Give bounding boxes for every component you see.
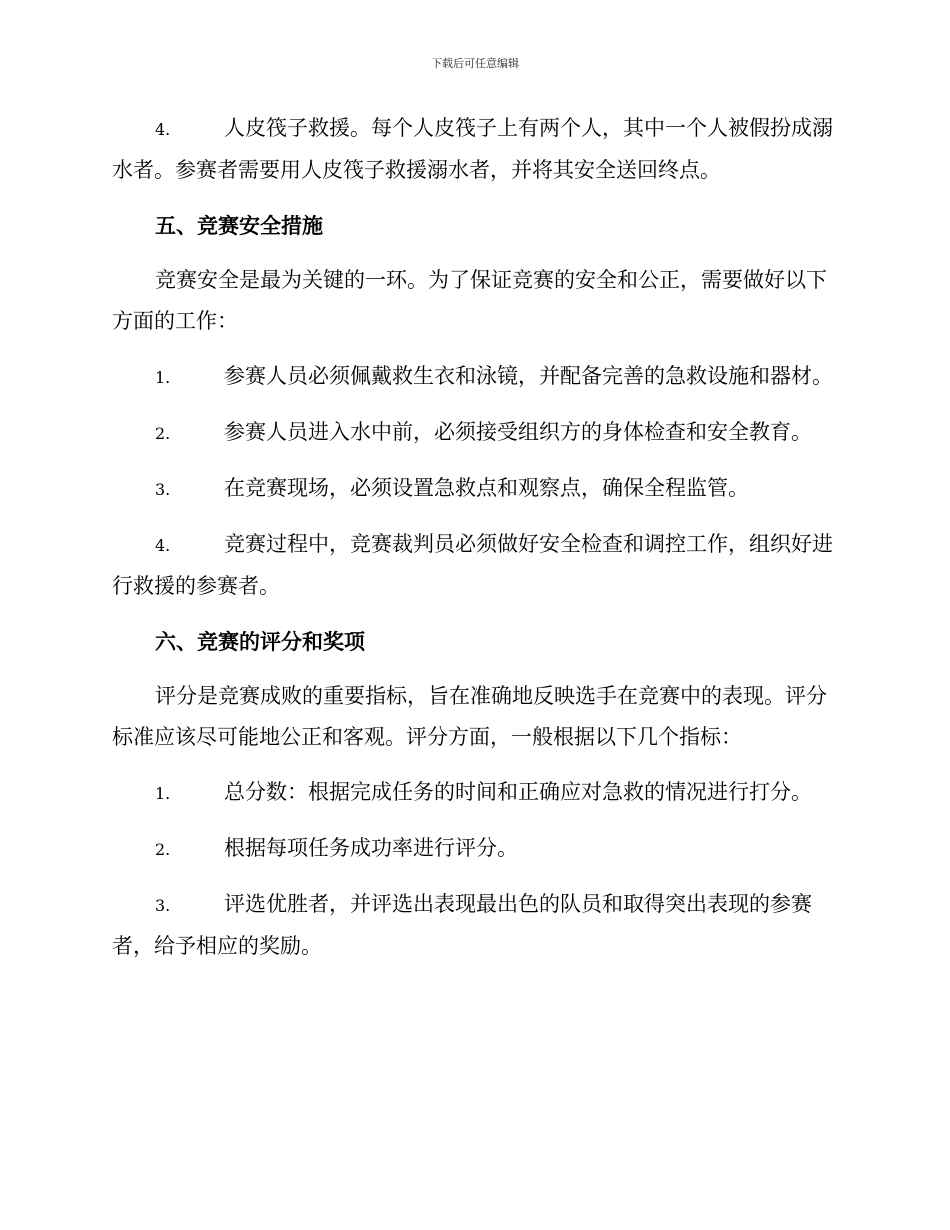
- list-item: [112, 828, 834, 870]
- list-item-text: 人皮筏子救援。每个人皮筏子上有两个人，其中一个人被假扮成溺水者。参赛者需要用人皮筏子救援溺水者，并将其安全送回终点。: [112, 116, 833, 182]
- list-item: [112, 884, 834, 967]
- list-item-number: 2.: [155, 424, 171, 443]
- list-item: [112, 772, 834, 814]
- document-body: [112, 108, 834, 981]
- list-item-number: 3.: [155, 480, 171, 499]
- list-item-text: 竞赛过程中，竞赛裁判员必须做好安全检查和调控工作，组织好进行救援的参赛者。: [112, 532, 833, 598]
- list-item-number: 1.: [155, 368, 171, 387]
- list-item-text: 在竞赛现场，必须设置急救点和观察点，确保全程监管。: [224, 476, 749, 500]
- section-heading: 五、竞赛安全措施: [155, 213, 323, 238]
- page-header-note: 下载后可任意编辑: [431, 57, 519, 70]
- paragraph: 评分是竞赛成败的重要指标，旨在准确地反映选手在竞赛中的表现。评分标准应该尽可能地公正和客观。评分方面，一般根据以下几个指标：: [112, 684, 827, 749]
- list-item-number: 3.: [155, 896, 171, 915]
- list-item: [112, 412, 834, 454]
- list-item-number: 2.: [155, 840, 171, 859]
- list-item: [112, 108, 834, 191]
- list-item-text: 参赛人员进入水中前，必须接受组织方的身体检查和安全教育。: [224, 420, 812, 444]
- list-item-text: 参赛人员必须佩戴救生衣和泳镜，并配备完善的急救设施和器材。: [224, 364, 833, 388]
- paragraph: 竞赛安全是最为关键的一环。为了保证竞赛的安全和公正，需要做好以下方面的工作：: [112, 268, 827, 333]
- list-item-text: 根据每项任务成功率进行评分。: [224, 836, 518, 860]
- list-item-text: 总分数：根据完成任务的时间和正确应对急救的情况进行打分。: [224, 780, 812, 804]
- list-item-text: 评选优胜者，并评选出表现最出色的队员和取得突出表现的参赛者，给予相应的奖励。: [112, 892, 812, 958]
- list-item-number: 4.: [155, 536, 171, 555]
- list-item: [112, 468, 834, 510]
- list-item-number: 4.: [155, 120, 171, 139]
- section-heading: 六、竞赛的评分和奖项: [155, 629, 365, 654]
- list-item: [112, 524, 834, 607]
- list-item: [112, 356, 834, 398]
- list-item-number: 1.: [155, 784, 171, 803]
